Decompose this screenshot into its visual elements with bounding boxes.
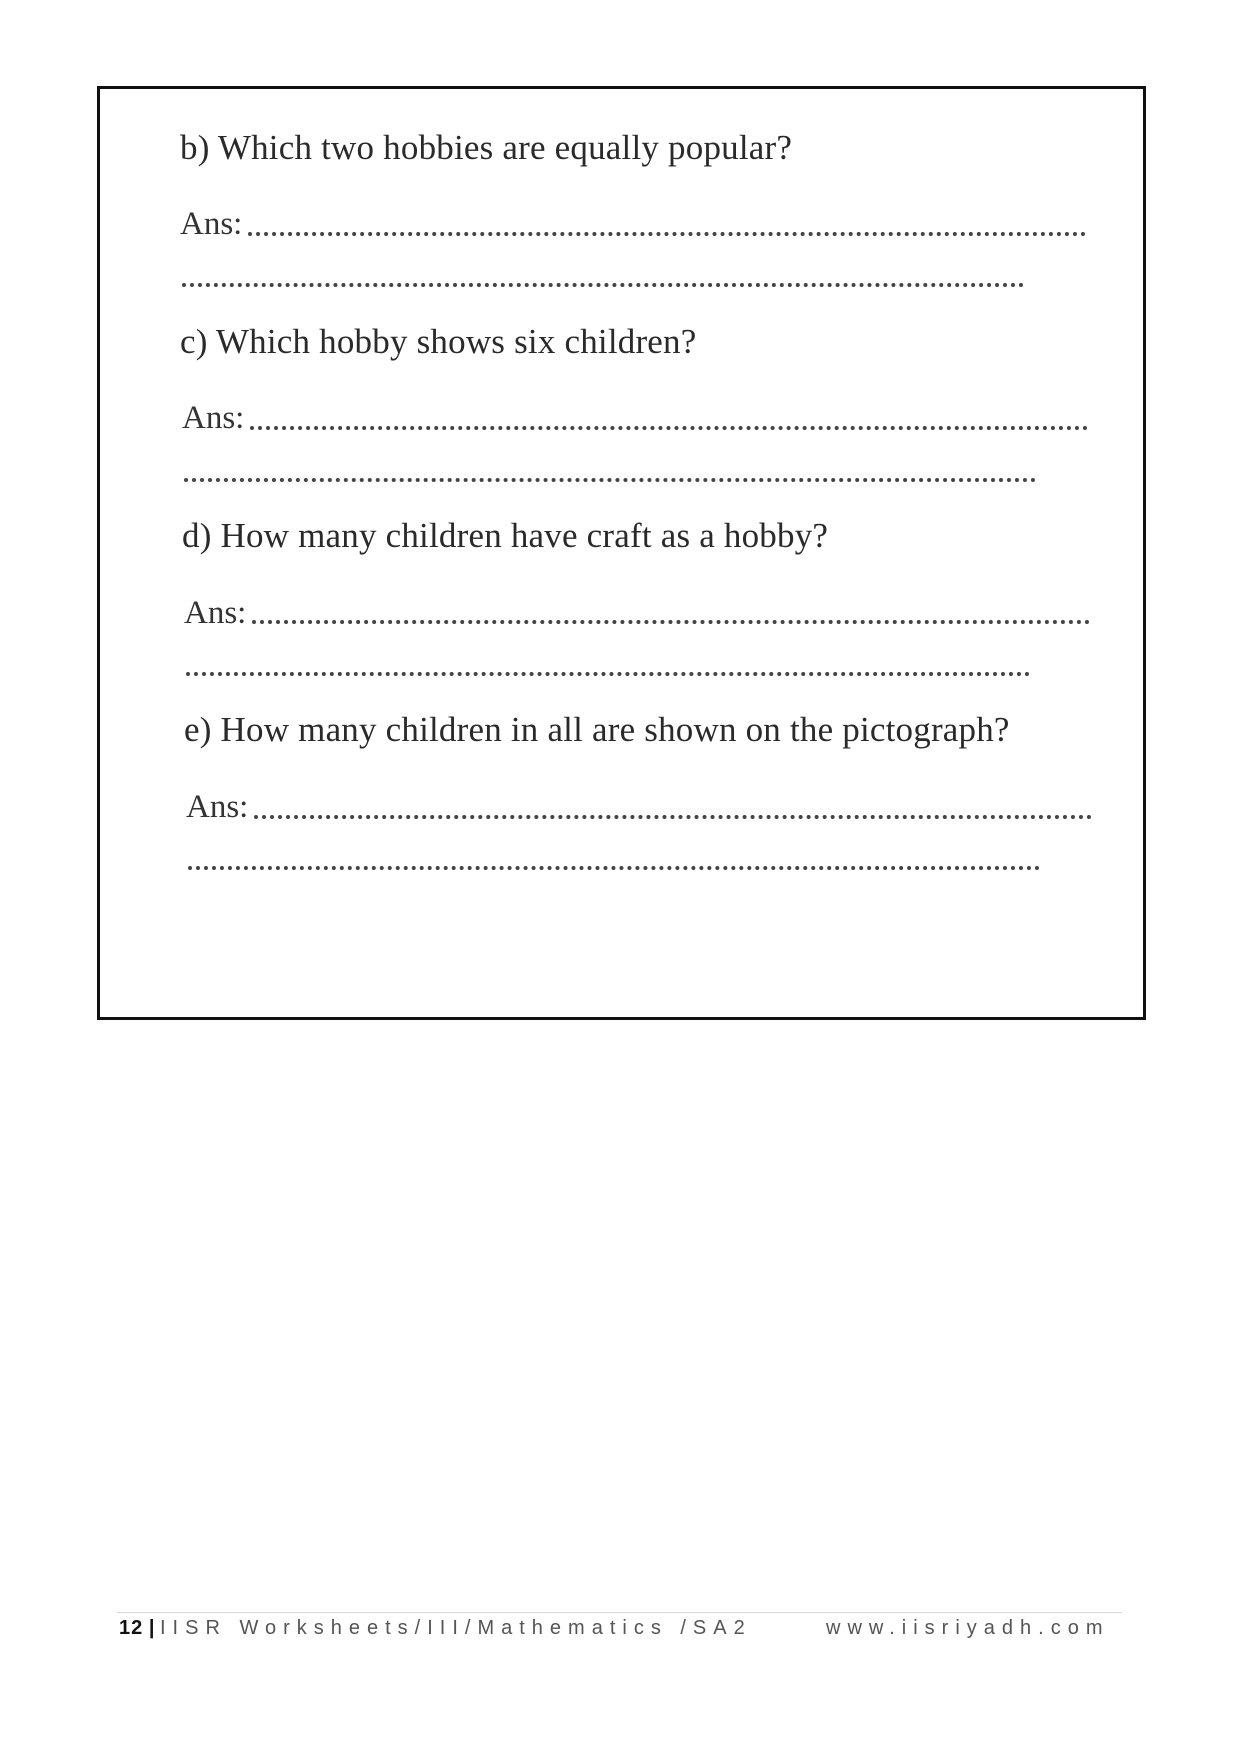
answer-label-d: Ans: [184, 595, 247, 631]
question-d: d) How many children have craft as a hobby? [182, 516, 829, 555]
answer-label-e: Ans: [186, 789, 249, 825]
answer-line-b-2[interactable] [182, 283, 1024, 287]
answer-line-e-2[interactable] [188, 866, 1040, 870]
question-b: b) Which two hobbies are equally popular? [180, 128, 793, 167]
footer-left [119, 1617, 752, 1640]
footer-website: www.iisriyadh.com [826, 1617, 1110, 1639]
page-number: 12 [119, 1617, 144, 1639]
answer-line-c-2[interactable] [184, 478, 1036, 482]
answer-line-b-1[interactable] [248, 232, 1086, 236]
footer-doc-title: IISR Worksheets/III/Mathematics /SA2 [159, 1617, 752, 1639]
answer-line-c-1[interactable] [250, 426, 1088, 430]
question-c: c) Which hobby shows six children? [180, 322, 697, 361]
answer-line-d-1[interactable] [252, 620, 1090, 624]
question-e: e) How many children in all are shown on the pictograph? [184, 710, 1010, 749]
footer-separator: | [148, 1617, 155, 1639]
answer-line-d-2[interactable] [186, 672, 1030, 676]
footer-divider [117, 1612, 1122, 1613]
answer-line-e-1[interactable] [254, 815, 1092, 819]
answer-label-c: Ans: [182, 400, 245, 436]
answer-label-b: Ans: [180, 206, 243, 242]
